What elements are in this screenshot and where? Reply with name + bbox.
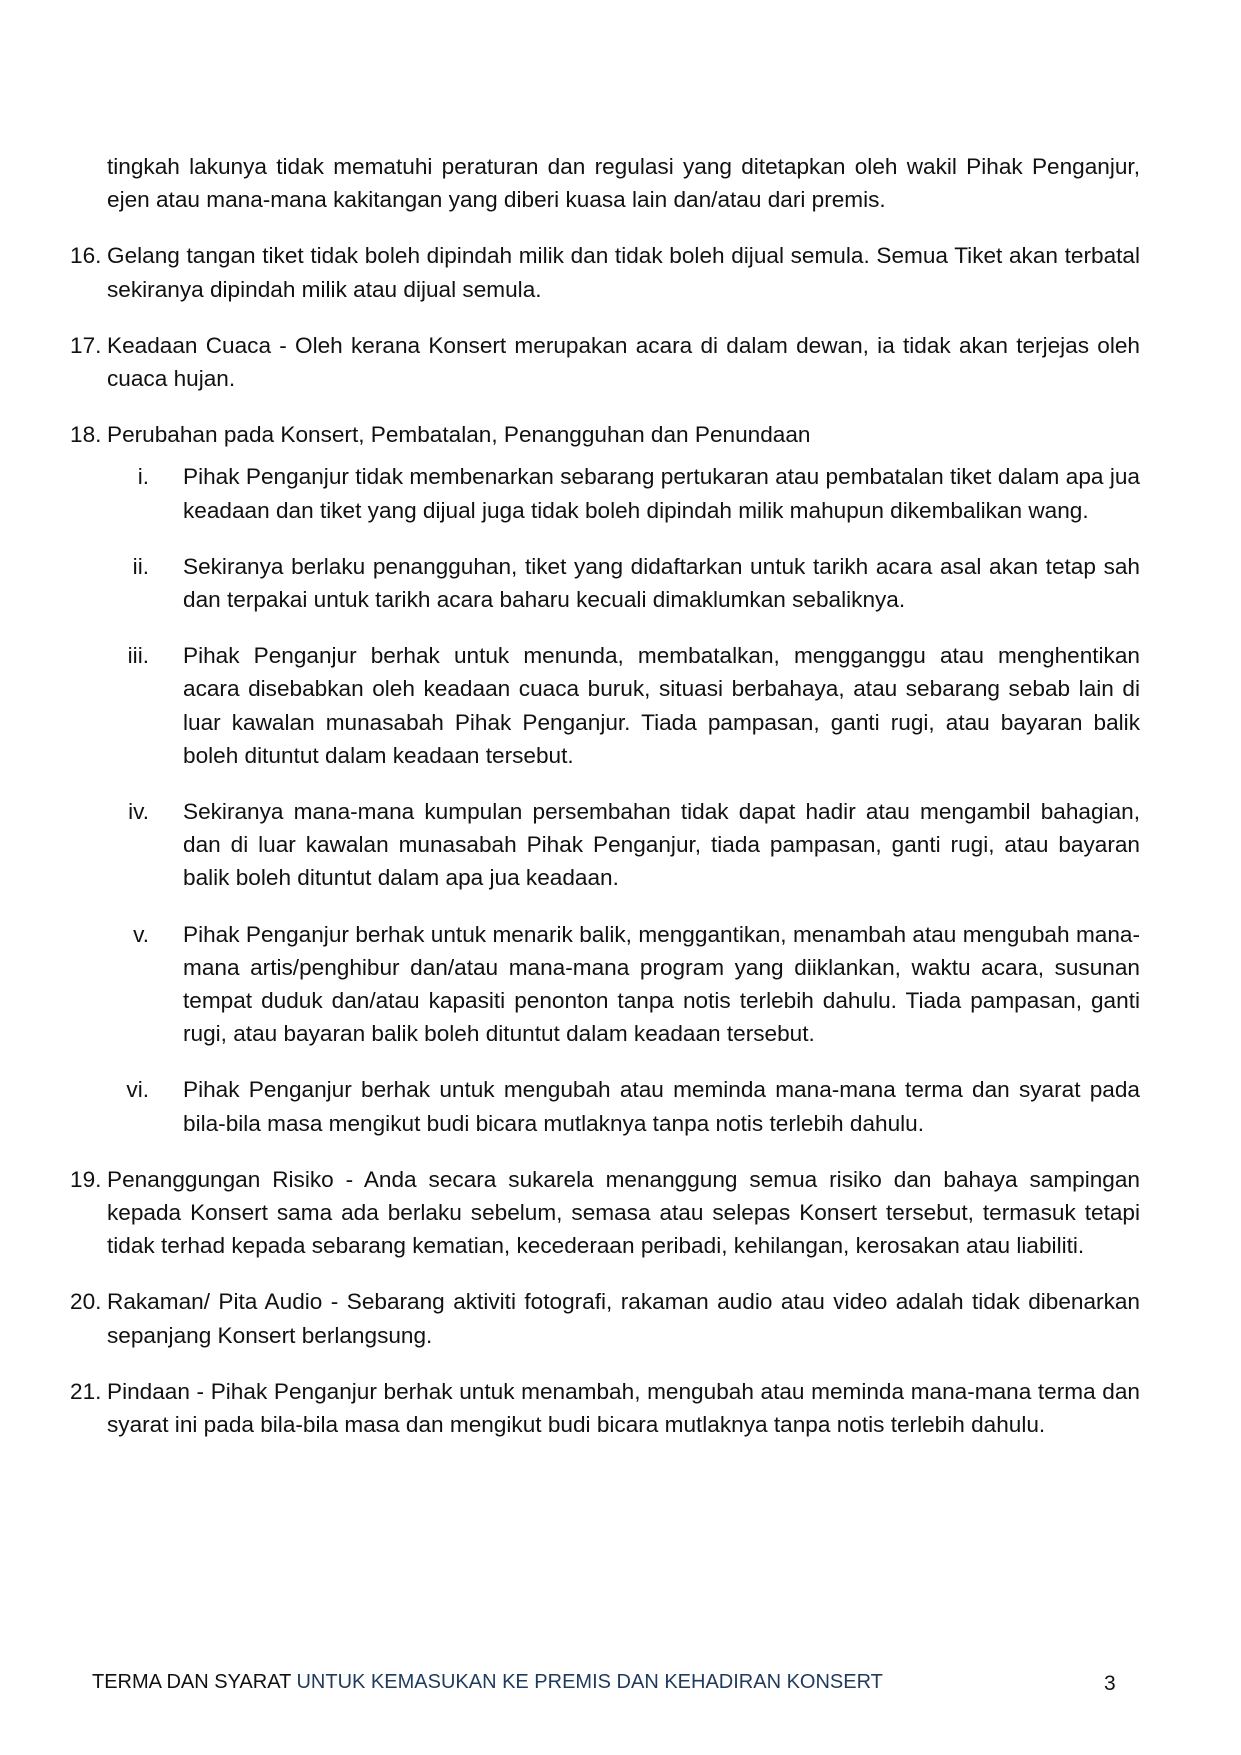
subclause-number: iii. [127,643,149,669]
subclause-text: Pihak Penganjur tidak membenarkan sebarang pertukaran atau pembatalan tiket dalam apa jua keadaan dan tiket yang dijual juga tidak boleh dipindah milik mahupun dikembalikan wang. [183,464,1140,523]
subclause-ii [70,550,1140,616]
subclause-text: Pihak Penganjur berhak untuk menunda, membatalkan, mengganggu atau menghentikan acara disebabkan oleh keadaan cuaca buruk, situasi berbahaya, atau sebarang sebab lain di luar kawalan munasabah Pihak Penganjur. Tiada pampasan, ganti rugi, atau bayaran balik boleh dituntut dalam keadaan tersebut. [183,643,1140,768]
subclause-number: v. [133,921,149,947]
clause-number: 17. [70,332,102,358]
clause-text: Penanggungan Risiko - Anda secara sukarela menanggung semua risiko dan bahaya sampingan kepada Konsert sama ada berlaku sebelum, semasa atau selepas Konsert tersebut, termasuk tetapi tidak terhad kepada sebarang kematian, kecederaan peribadi, kehilangan, kerosakan atau liabiliti. [107,1166,1140,1259]
clause-number: 21. [70,1378,102,1404]
clause-heading: Perubahan pada Konsert, Pembatalan, Penangguhan dan Penundaan [107,422,811,448]
clause-number: 18. [70,422,102,448]
clause-16 [70,239,1140,305]
subclause-i [70,460,1140,526]
subclause-text: Pihak Penganjur berhak untuk mengubah atau meminda mana-mana terma dan syarat pada bila-bila masa mengikut budi bicara mutlaknya tanpa notis terlebih dahulu. [183,1077,1140,1136]
footer-title-part1: TERMA DAN SYARAT [92,1671,297,1693]
subclause-vi [70,1073,1140,1139]
clause-18 [70,418,1140,451]
continuation-paragraph: tingkah lakunya tidak mematuhi peraturan dan regulasi yang ditetapkan oleh wakil Pihak Penganjur, ejen atau mana-mana kakitangan yang diberi kuasa lain dan/atau dari premis. [107,154,1140,213]
subclause-iv [70,795,1140,895]
clause-21 [70,1375,1140,1441]
page-number: 3 [1104,1672,1116,1695]
subclause-iii [70,639,1140,772]
clause-19 [70,1163,1140,1263]
document-body [70,150,1140,1464]
clause-20 [70,1285,1140,1351]
clause-number: 16. [70,243,102,269]
footer-title-part2: UNTUK KEMASUKAN KE PREMIS DAN KEHADIRAN KONSERT [296,1671,883,1693]
clause-text: Keadaan Cuaca - Oleh kerana Konsert merupakan acara di dalam dewan, ia tidak akan terjejas oleh cuaca hujan. [107,332,1140,392]
clause-text: Gelang tangan tiket tidak boleh dipindah milik dan tidak boleh dijual semula. Semua Tiket akan terbatal sekiranya dipindah milik atau dijual semula. [107,243,1140,302]
subclause-text: Pihak Penganjur berhak untuk menarik balik, menggantikan, menambah atau mengubah mana-mana artis/penghibur dan/atau mana-mana program yang diiklankan, waktu acara, susunan tempat duduk dan/atau kapasiti penonton tanpa notis terlebih dahulu. Tiada pampasan, ganti rugi, atau bayaran balik boleh dituntut dalam keadaan tersebut. [183,921,1140,1047]
clause-17 [70,329,1140,395]
clause-text: Pindaan - Pihak Penganjur berhak untuk menambah, mengubah atau meminda mana-mana terma dan syarat ini pada bila-bila masa dan mengikut budi bicara mutlaknya tanpa notis terlebih dahulu. [107,1378,1140,1438]
subclause-text: Sekiranya mana-mana kumpulan persembahan tidak dapat hadir atau mengambil bahagian, dan di luar kawalan munasabah Pihak Penganjur, tiada pampasan, ganti rugi, atau bayaran balik boleh dituntut dalam apa jua keadaan. [183,799,1140,891]
clause-number: 20. [70,1289,102,1315]
subclause-text: Sekiranya berlaku penangguhan, tiket yang didaftarkan untuk tarikh acara asal akan tetap sah dan terpakai untuk tarikh acara baharu kecuali dimaklumkan sebaliknya. [183,553,1140,613]
page-footer [92,1670,1142,1694]
subclause-number: ii. [132,553,149,579]
subclause-number: iv. [128,799,149,825]
subclause-v [70,918,1140,1051]
clause-text: Rakaman/ Pita Audio - Sebarang aktiviti fotografi, rakaman audio atau video adalah tidak dibenarkan sepanjang Konsert berlangsung. [107,1289,1140,1348]
subclause-number: vi. [126,1077,149,1103]
clause-18-subitems [70,460,1140,1139]
subclause-number: i. [137,464,149,490]
clause-number: 19. [70,1166,102,1192]
